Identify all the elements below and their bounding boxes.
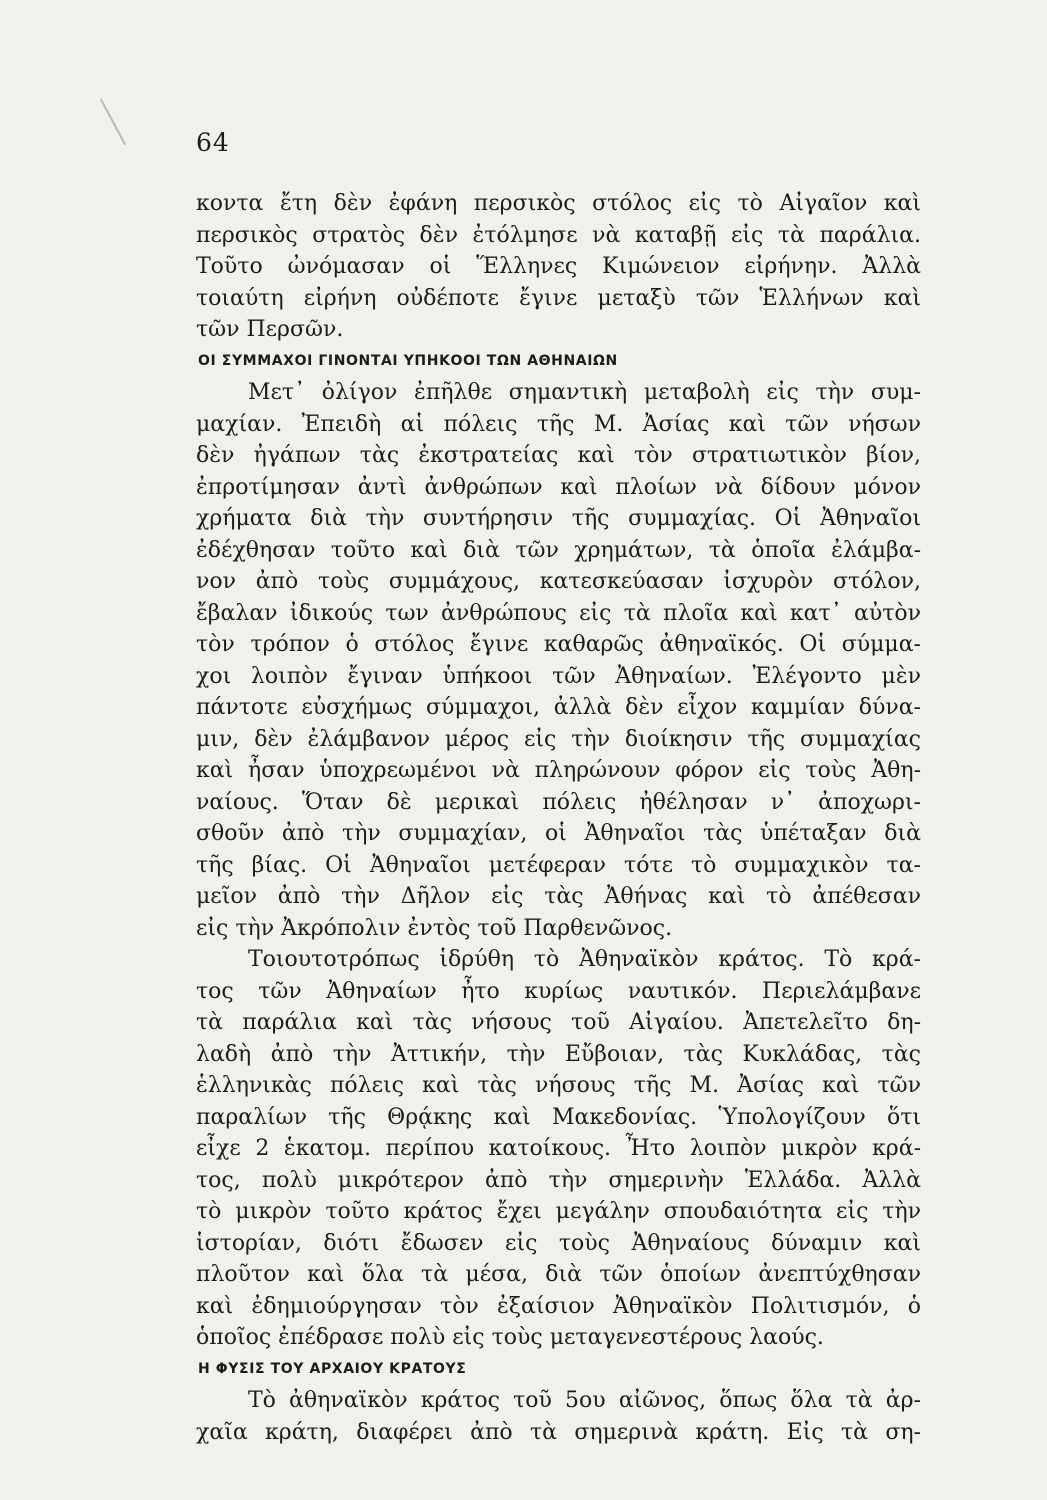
text-line: νον ἀπὸ τοὺς συμμάχους, κατεσκεύασαν ἰσχυρὸν στόλον, [196, 569, 921, 594]
body-text [196, 188, 921, 1448]
text-line: τος, πολὺ μικρότερον ἀπὸ τὴν σημερινὴν Ἑλλάδα. Ἀλλὰ [196, 1167, 921, 1193]
text-line: Τοῦτο ὠνόμασαν οἱ Ἕλληνες Κιμώνειον εἰρήνην. Ἀλλὰ [196, 254, 921, 279]
text-line: τῶν Περσῶν. [196, 317, 344, 342]
text-line: Τοιουτοτρόπως ἱδρύθη τὸ Ἀθηναϊκὸν κράτος. Τὸ κρά- [248, 947, 921, 972]
text-line: ἐπροτίμησαν ἀντὶ ἀνθρώπων καὶ πλοίων νὰ δίδουν μόνον [196, 474, 921, 500]
text-line: κοντα ἔτη δὲν ἐφάνη περσικὸς στόλος εἰς τὸ Αἰγαῖον καὶ [196, 191, 921, 216]
text-line: τοιαύτη εἰρήνη οὐδέποτε ἔγινε μεταξὺ τῶν Ἑλλήνων καὶ [196, 285, 921, 311]
text-line: μεῖον ἀπὸ τὴν Δῆλον εἰς τὰς Ἀθήνας καὶ τὸ ἀπέθεσαν [196, 884, 921, 909]
text-line: ἐδέχθησαν τοῦτο καὶ διὰ τῶν χρημάτων, τὰ ὁποῖα ἐλάμβα- [196, 537, 921, 563]
text-line: ὁποῖος ἐπέδρασε πολὺ εἰς τοὺς μεταγενεστέρους λαούς. [196, 1325, 824, 1350]
text-line: ναίους. Ὅταν δὲ μερικαὶ πόλεις ἠθέλησαν ν᾽ ἀποχωρι- [196, 789, 921, 815]
section-heading: ΟΙ ΣΥΜΜΑΧΟΙ ΓΙΝΟΝΤΑΙ ΥΠΗΚΟΟΙ ΤΩΝ ΑΘΗΝΑΙΩΝ [198, 352, 618, 369]
text-line: πλοῦτον καὶ ὅλα τὰ μέσα, διὰ τῶν ὁποίων ἀνεπτύχθησαν [196, 1262, 921, 1287]
section-heading: Η ΦΥΣΙΣ ΤΟΥ ΑΡΧΑΙΟΥ ΚΡΑΤΟΥΣ [198, 1360, 467, 1377]
text-line: τὰ παράλια καὶ τὰς νήσους τοῦ Αἰγαίου. Ἀπετελεῖτο δη- [196, 1010, 921, 1035]
text-line: ἑλληνικὰς πόλεις καὶ τὰς νήσους τῆς Μ. Ἀσίας καὶ τῶν [196, 1073, 921, 1098]
text-line: χρήματα διὰ τὴν συντήρησιν τῆς συμμαχίας. Οἱ Ἀθηναῖοι [196, 506, 921, 531]
text-line: τὸν τρόπον ὁ στόλος ἔγινε καθαρῶς ἀθηναϊκός. Οἱ σύμμα- [196, 632, 921, 657]
text-line: τος τῶν Ἀθηναίων ἦτο κυρίως ναυτικόν. Περιελάμβανε [196, 978, 921, 1004]
text-line: Μετ᾽ ὀλίγον ἐπῆλθε σημαντικὴ μεταβολὴ εἰς τὴν συμ- [248, 380, 921, 405]
text-line: μιν, δὲν ἐλάμβανον μέρος εἰς τὴν διοίκησιν τῆς συμμαχίας [196, 726, 921, 752]
text-line: μαχίαν. Ἐπειδὴ αἱ πόλεις τῆς Μ. Ἀσίας καὶ τῶν νήσων [196, 411, 921, 437]
text-line: περσικὸς στρατὸς δὲν ἐτόλμησε νὰ καταβῇ εἰς τὰ παράλια. [196, 222, 921, 248]
page-number: 64 [196, 128, 230, 157]
text-line: τῆς βίας. Οἱ Ἀθηναῖοι μετέφεραν τότε τὸ συμμαχικὸν τα- [196, 852, 921, 878]
text-line: ἔβαλαν ἰδικούς των ἀνθρώπους εἰς τὰ πλοῖα καὶ κατ᾽ αὐτὸν [196, 600, 921, 626]
margin-pencil-mark [100, 99, 126, 146]
text-line: καὶ ἐδημιούργησαν τὸν ἐξαίσιον Ἀθηναϊκὸν Πολιτισμόν, ὁ [196, 1293, 921, 1319]
text-line: χαῖα κράτη, διαφέρει ἀπὸ τὰ σημερινὰ κράτη. Εἰς τὰ ση- [196, 1419, 921, 1445]
text-line: Τὸ ἀθηναϊκὸν κράτος τοῦ 5ου αἰῶνος, ὅπως ὅλα τὰ ἀρ- [248, 1388, 921, 1413]
text-line: σθοῦν ἀπὸ τὴν συμμαχίαν, οἱ Ἀθηναῖοι τὰς ὑπέταξαν διὰ [196, 821, 921, 846]
text-line: παραλίων τῆς Θρᾴκης καὶ Μακεδονίας. Ὑπολογίζουν ὅτι [196, 1104, 921, 1130]
text-line: εἶχε 2 ἑκατομ. περίπου κατοίκους. Ἦτο λοιπὸν μικρὸν κρά- [196, 1136, 921, 1161]
text-line: τὸ μικρὸν τοῦτο κράτος ἔχει μεγάλην σπουδαιότητα εἰς τὴν [196, 1199, 921, 1224]
text-line: πάντοτε εὐσχήμως σύμμαχοι, ἀλλὰ δὲν εἶχον καμμίαν δύνα- [196, 695, 921, 720]
text-line: ἱστορίαν, διότι ἔδωσεν εἰς τοὺς Ἀθηναίους δύναμιν καὶ [196, 1230, 921, 1256]
text-line: χοι λοιπὸν ἔγιναν ὑπήκοοι τῶν Ἀθηναίων. Ἐλέγοντο μὲν [196, 663, 921, 689]
text-line: εἰς τὴν Ἀκρόπολιν ἐντὸς τοῦ Παρθενῶνος. [196, 915, 673, 941]
text-line: καὶ ἦσαν ὑποχρεωμένοι νὰ πληρώνουν φόρον εἰς τοὺς Ἀθη- [196, 758, 921, 783]
text-line: δὲν ἠγάπων τὰς ἐκστρατείας καὶ τὸν στρατιωτικὸν βίον, [196, 443, 921, 468]
text-line: λαδὴ ἀπὸ τὴν Ἀττικήν, τὴν Εὔβοιαν, τὰς Κυκλάδας, τὰς [196, 1041, 921, 1067]
